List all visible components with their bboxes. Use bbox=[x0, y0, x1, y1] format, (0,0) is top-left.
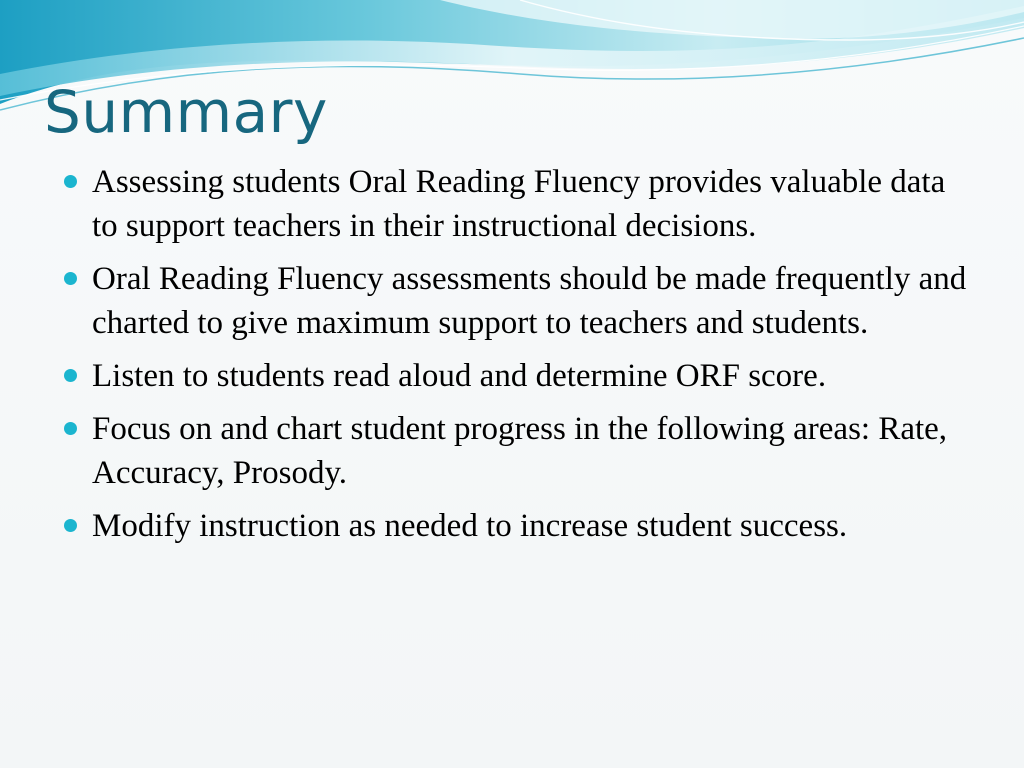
bullet-dot-icon bbox=[64, 519, 77, 532]
bullet-item bbox=[64, 504, 969, 548]
bullet-item bbox=[64, 257, 969, 345]
bullet-item bbox=[64, 354, 969, 398]
bullet-list bbox=[64, 160, 969, 557]
bullet-dot-icon bbox=[64, 422, 77, 435]
bullet-dot-icon bbox=[64, 272, 77, 285]
bullet-item bbox=[64, 160, 969, 248]
bullet-text: Listen to students read aloud and determine ORF score. bbox=[92, 358, 827, 394]
bullet-dot-icon bbox=[64, 175, 77, 188]
bullet-text: Modify instruction as needed to increase student success. bbox=[92, 508, 848, 544]
bullet-text: Assessing students Oral Reading Fluency provides valuable data to support teachers in their instructional decisions. bbox=[92, 164, 946, 244]
slide-title: Summary bbox=[44, 78, 328, 146]
bullet-text: Oral Reading Fluency assessments should be made frequently and charted to give maximum support to teachers and students. bbox=[92, 261, 967, 341]
bullet-item bbox=[64, 407, 969, 495]
bullet-dot-icon bbox=[64, 369, 77, 382]
bullet-text: Focus on and chart student progress in the following areas: Rate, Accuracy, Prosody. bbox=[92, 411, 948, 491]
